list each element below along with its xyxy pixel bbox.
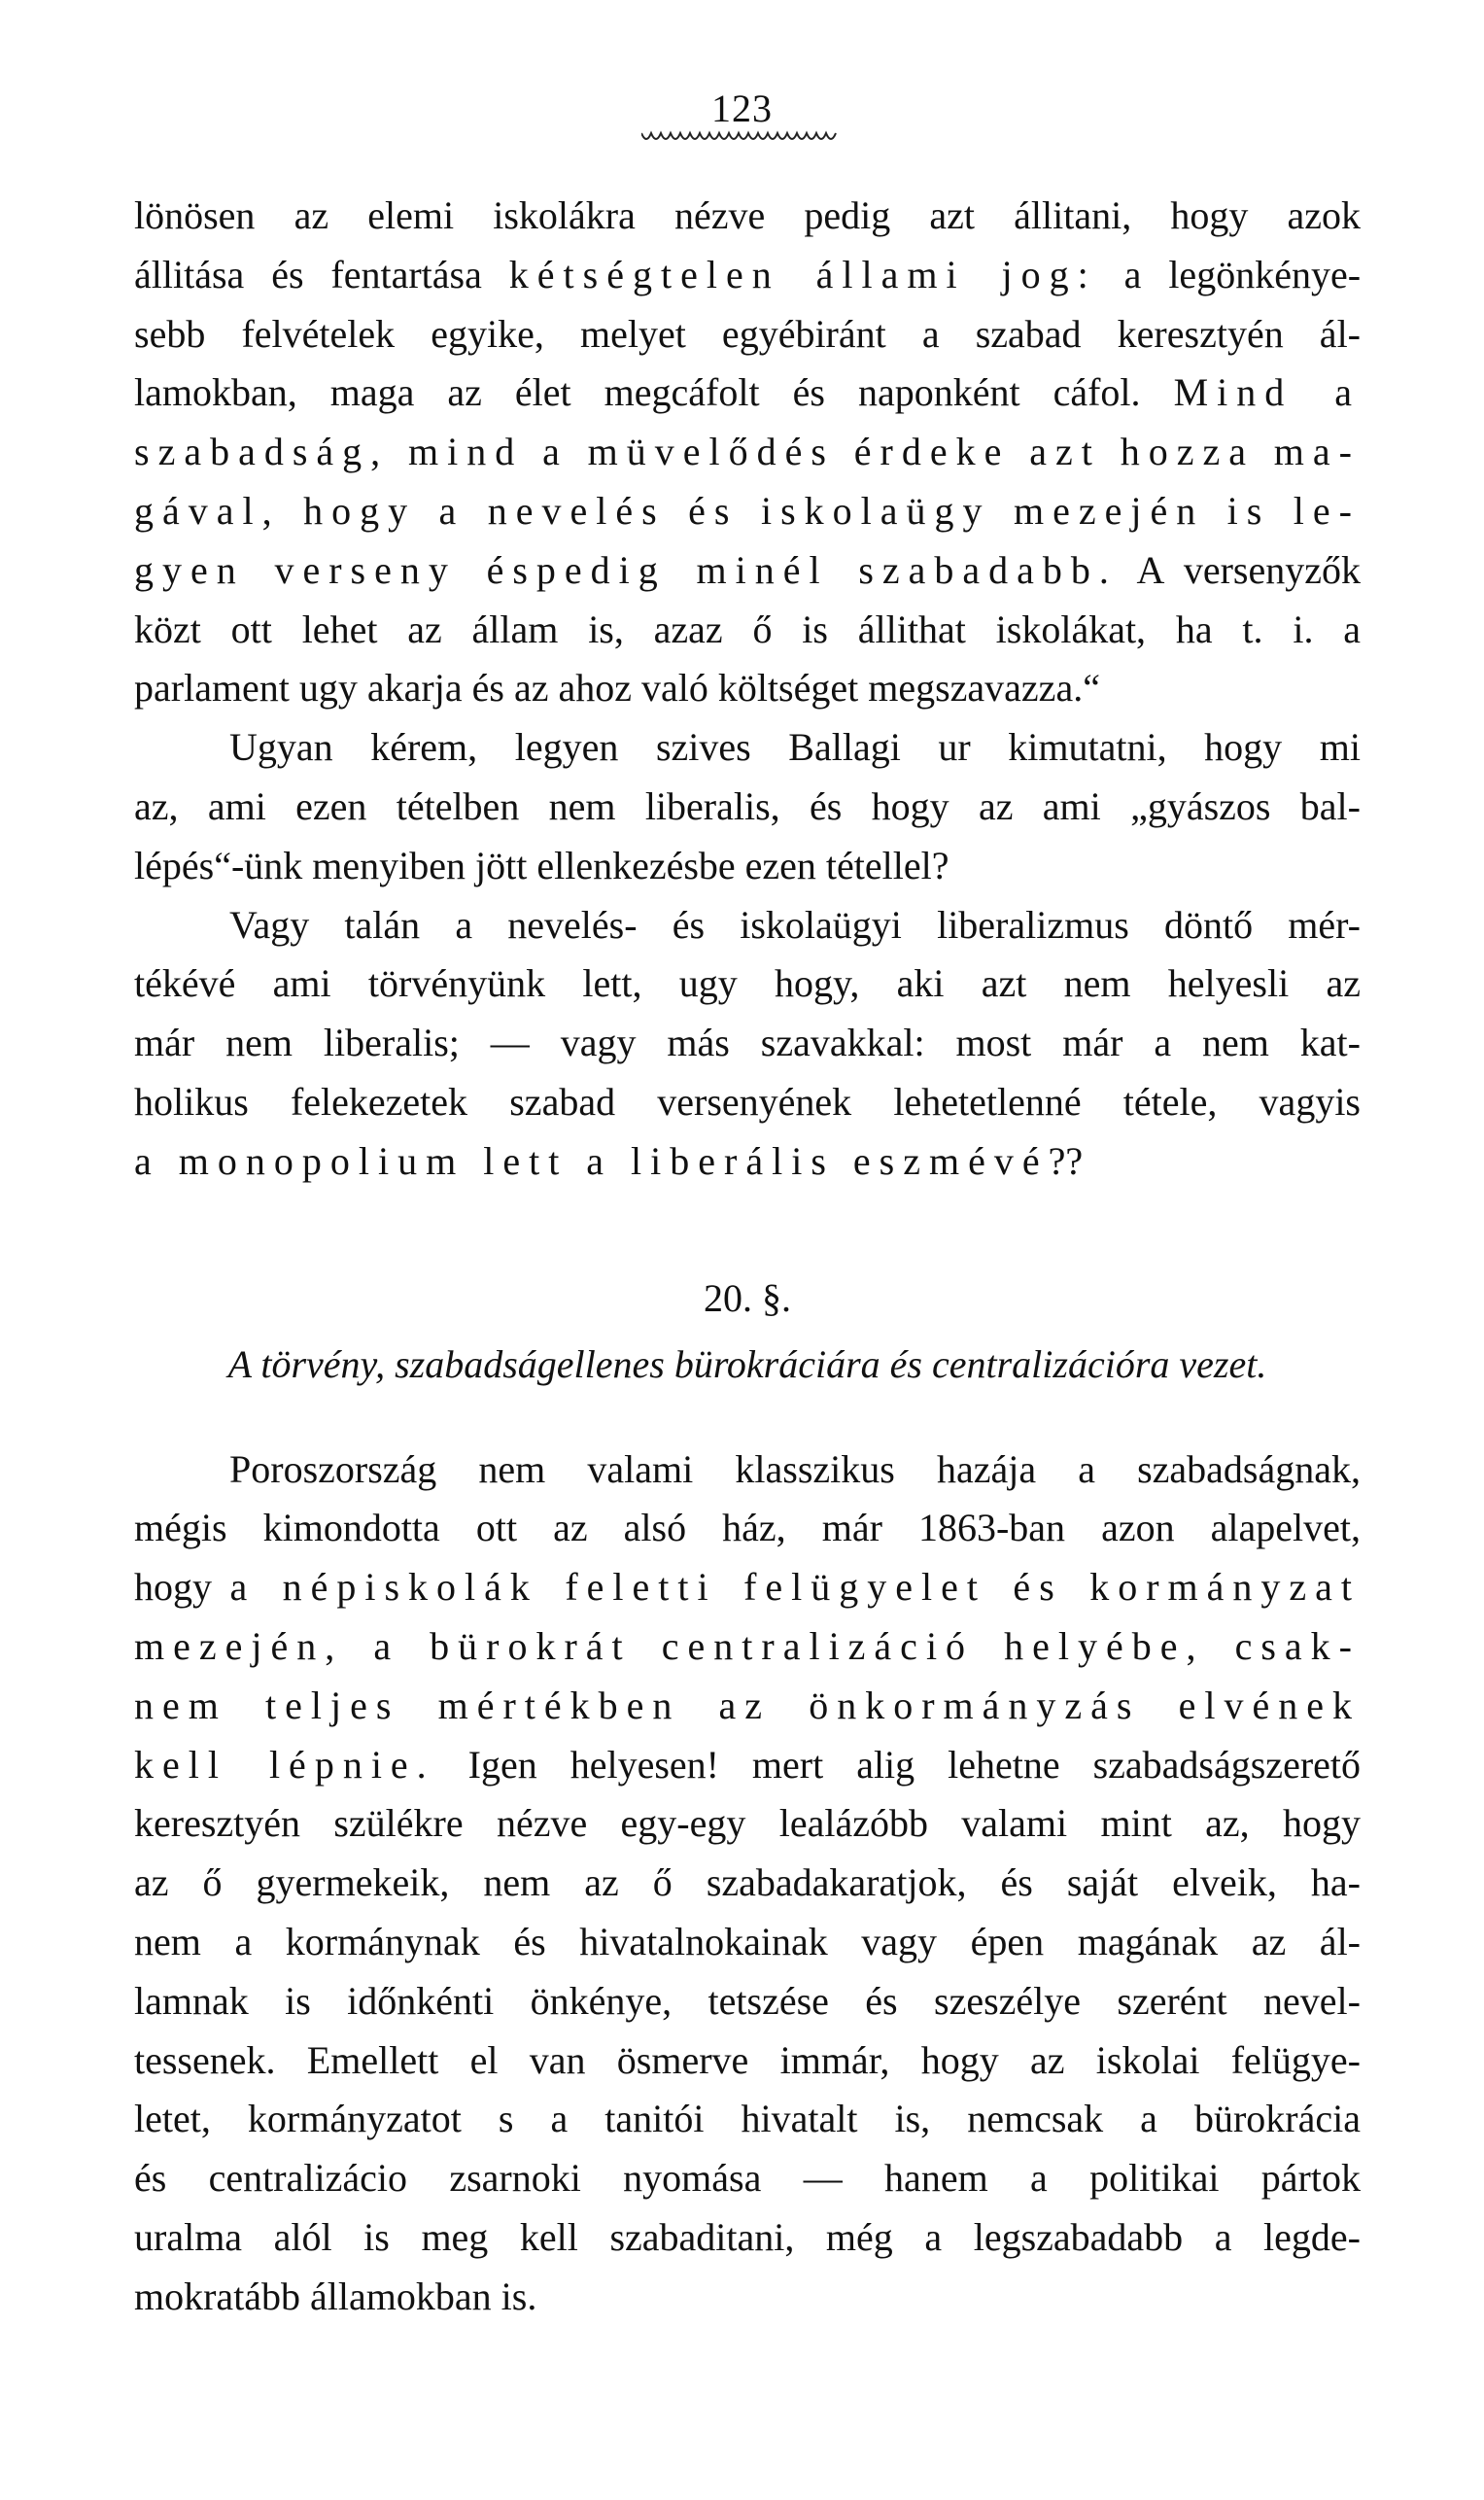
spaced-emphasis: a népiskolák feletti felügyelet és kormányzat xyxy=(229,1565,1361,1610)
text-line: lamnak is időnkénti önkénye, tetszése és szeszélye szerént nevel- xyxy=(134,1978,1361,2023)
spaced-emphasis: kell lépnie. xyxy=(134,1742,435,1787)
text-line: az, ami ezen tételben nem liberalis, és hogy az ami „gyászos bal- xyxy=(134,783,1361,828)
wavy-ornament xyxy=(641,128,841,148)
text-line: lépés“-ünk menyiben jött ellenkezésbe ezen tétellel? xyxy=(134,843,949,887)
text-line: nem a kormánynak és hivatalnokainak vagy épen magának az ál- xyxy=(134,1919,1361,1963)
text-line: nem teljes mértékben az önkormányzás elvének xyxy=(134,1683,1361,1727)
text-line: gával, hogy a nevelés és iskolaügy mezején is le- xyxy=(134,488,1361,533)
text-line: Vagy talán a nevelés- és iskolaügyi liberalizmus döntő mér- xyxy=(229,902,1361,947)
text-line: tékévé ami törvényünk lett, ugy hogy, aki azt nem helyesli az xyxy=(134,961,1361,1006)
text-line: és centralizácio zsarnoki nyomása — hanem a politikai pártok xyxy=(134,2156,1361,2201)
spaced-emphasis: kétségtelen állami jog: xyxy=(508,252,1097,296)
page-body xyxy=(134,187,1361,2327)
text-line: mégis kimondotta ott az alsó ház, már 1863-ban azon alapelvet, xyxy=(134,1506,1361,1550)
text-line: uralma alól is meg kell szabaditani, még a legszabadabb a legde- xyxy=(134,2214,1361,2259)
text-line: szabadság, mind a müvelődés érdeke azt hozza ma- xyxy=(134,430,1361,474)
text-line: lönösen az elemi iskolákra nézve pedig azt állitani, hogy azok xyxy=(134,193,1361,237)
text-line: Ugyan kérem, legyen szives Ballagi ur kimutatni, hogy mi xyxy=(229,725,1361,770)
spaced-emphasis: a monopolium lett a liberális eszmévé xyxy=(134,1138,1049,1183)
text-line: kell lépnie. Igen helyesen! mert alig lehetne szabadságszerető xyxy=(134,1742,1362,1787)
text-line: hogy a népiskolák feletti felügyelet és kormányzat xyxy=(134,1565,1361,1610)
text-line: már nem liberalis; — vagy más szavakkal: most már a nem kat- xyxy=(134,1021,1361,1065)
text-line: letet, kormányzatot s a tanitói hivatalt is, nemcsak a bürokrácia xyxy=(134,2097,1361,2141)
text-line: az ő gyermekeik, nem az ő szabadakaratjok, és saját elveik, ha- xyxy=(134,1860,1361,1905)
text-line: közt ott lehet az állam is, azaz ő is állithat iskolákat, ha t. i. a xyxy=(134,607,1361,651)
text-line: mezején, a bürokrát centralizáció helyébe, csak- xyxy=(134,1623,1361,1668)
text-line: sebb felvételek egyike, melyet egyébiránt a szabad keresztyén ál- xyxy=(134,311,1361,356)
text-line: állitása és fentartása kétségtelen állami jog: a legönkénye- xyxy=(134,252,1362,296)
text-line: mokratább államokban is. xyxy=(134,2274,537,2318)
paragraph-2 xyxy=(134,718,1361,895)
text-line: Poroszország nem valami klasszikus hazája a szabadságnak, xyxy=(229,1446,1361,1491)
text-line: keresztyén szülékre nézve egy-egy lealázóbb valami mint az, hogy xyxy=(134,1801,1361,1846)
text-line: a monopolium lett a liberális eszmévé?? xyxy=(134,1138,1084,1183)
section-title: A törvény, szabadságellenes bürokráciára és centralizációra vezet. xyxy=(227,1341,1267,1386)
page-number: 123 xyxy=(711,87,773,130)
text-line: lamokban, maga az élet megcáfolt és naponként cáfol. Mind a xyxy=(134,370,1362,415)
text-line: tessenek. Emellett el van ösmerve immár, hogy az iskolai felügye- xyxy=(134,2037,1361,2082)
text-line: gyen verseny éspedig minél szabadabb. A versenyzők xyxy=(134,547,1362,592)
text-line: holikus felekezetek szabad versenyének lehetetlenné tétele, vagyis xyxy=(134,1079,1361,1124)
spaced-emphasis: Mind a xyxy=(1173,370,1362,415)
section-number: 20. §. xyxy=(704,1275,791,1320)
spaced-emphasis: gyen verseny éspedig minél szabadabb. xyxy=(134,547,1118,592)
paragraph-1 xyxy=(134,187,1361,718)
paragraph-4 xyxy=(134,1441,1361,2327)
paragraph-3 xyxy=(134,896,1361,1192)
text-line: parlament ugy akarja és az ahoz való költséget megszavazza.“ xyxy=(134,666,1100,711)
